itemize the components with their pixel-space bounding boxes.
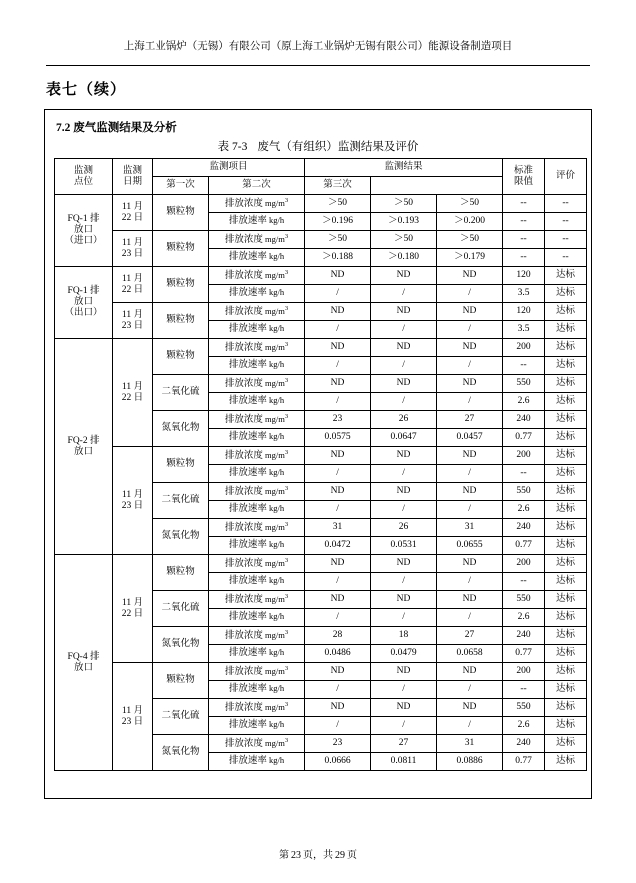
evaluation-value: 达标	[545, 645, 587, 663]
col-project: 监测项目	[153, 159, 305, 177]
monitoring-item: 颗粒物	[153, 447, 209, 483]
unit-label: $mg/m^3$	[262, 737, 289, 748]
evaluation-value: 达标	[545, 393, 587, 411]
unit-label: $mg/m^3$	[262, 341, 289, 352]
result-value-1: ND	[305, 339, 371, 357]
result-value-2: /	[371, 609, 437, 627]
result-value-3: ND	[437, 483, 503, 501]
param-rate: 排放速率 kg/h	[209, 429, 305, 447]
monitoring-item: 二氧化硫	[153, 375, 209, 411]
table-row	[55, 303, 587, 321]
evaluation-value: --	[545, 249, 587, 267]
result-value-3: /	[437, 717, 503, 735]
evaluation-value: 达标	[545, 717, 587, 735]
monitoring-date: 11 月 22 日	[113, 195, 153, 231]
monitoring-point: FQ-1 排 放口 （进口）	[55, 195, 113, 267]
monitoring-item: 二氧化硫	[153, 591, 209, 627]
col-second: 第二次	[209, 177, 305, 195]
col-limit: 标准 限值	[503, 159, 545, 195]
standard-limit: 200	[503, 339, 545, 357]
param-rate: 排放速率 kg/h	[209, 213, 305, 231]
result-value-2: ND	[371, 663, 437, 681]
col-point: 监测 点位	[55, 159, 113, 195]
unit-label: kg/h	[266, 431, 285, 442]
param-rate: 排放速率 kg/h	[209, 717, 305, 735]
evaluation-value: 达标	[545, 681, 587, 699]
standard-limit: 3.5	[503, 321, 545, 339]
standard-limit: 200	[503, 663, 545, 681]
result-value-1: /	[305, 285, 371, 303]
evaluation-value: 达标	[545, 429, 587, 447]
result-value-1: ＞0.188	[305, 249, 371, 267]
standard-limit: 120	[503, 267, 545, 285]
standard-limit: --	[503, 573, 545, 591]
standard-limit: 240	[503, 735, 545, 753]
result-value-2: ND	[371, 375, 437, 393]
result-value-2: ND	[371, 483, 437, 501]
standard-limit: 240	[503, 519, 545, 537]
param-concentration: 排放浓度 $mg/m^3$	[209, 735, 305, 753]
result-value-3: ND	[437, 339, 503, 357]
evaluation-value: 达标	[545, 411, 587, 429]
page-footer	[0, 846, 636, 861]
standard-limit: 550	[503, 375, 545, 393]
unit-label: $mg/m^3$	[262, 449, 289, 460]
col-evaluation: 评价	[545, 159, 587, 195]
standard-limit: 2.6	[503, 393, 545, 411]
result-value-3: /	[437, 609, 503, 627]
param-concentration: 排放浓度 $mg/m^3$	[209, 591, 305, 609]
section-heading-text: 废气监测结果及分析	[73, 122, 177, 134]
evaluation-value: 达标	[545, 465, 587, 483]
standard-limit: 0.77	[503, 753, 545, 771]
unit-label: $mg/m^3$	[262, 269, 289, 280]
param-concentration: 排放浓度 $mg/m^3$	[209, 411, 305, 429]
result-value-2: ＞0.193	[371, 213, 437, 231]
evaluation-value: --	[545, 213, 587, 231]
table-header-row	[55, 159, 587, 177]
param-rate: 排放速率 kg/h	[209, 681, 305, 699]
param-rate: 排放速率 kg/h	[209, 249, 305, 267]
result-value-3: ＞50	[437, 195, 503, 213]
result-value-1: ND	[305, 555, 371, 573]
monitoring-item: 氮氧化物	[153, 627, 209, 663]
monitoring-item: 氮氧化物	[153, 411, 209, 447]
table-row	[55, 663, 587, 681]
col-first: 第一次	[153, 177, 209, 195]
param-concentration: 排放浓度 $mg/m^3$	[209, 339, 305, 357]
param-rate: 排放速率 kg/h	[209, 537, 305, 555]
param-rate: 排放速率 kg/h	[209, 609, 305, 627]
unit-label: kg/h	[266, 215, 285, 226]
evaluation-value: 达标	[545, 321, 587, 339]
monitoring-date: 11 月 23 日	[113, 231, 153, 267]
result-value-3: ND	[437, 375, 503, 393]
param-concentration: 排放浓度 $mg/m^3$	[209, 375, 305, 393]
result-value-3: ＞0.179	[437, 249, 503, 267]
result-value-2: ＞50	[371, 195, 437, 213]
monitoring-item: 二氧化硫	[153, 483, 209, 519]
result-value-2: ND	[371, 555, 437, 573]
standard-limit: 200	[503, 447, 545, 465]
result-value-1: 0.0666	[305, 753, 371, 771]
monitoring-item: 二氧化硫	[153, 699, 209, 735]
table-caption-number: 表 7-3	[217, 141, 248, 153]
document-header: 上海工业锅炉（无锡）有限公司（原上海工业锅炉无锡有限公司）能源设备制造项目	[123, 41, 513, 52]
result-value-1: 0.0486	[305, 645, 371, 663]
table-row	[55, 339, 587, 357]
param-rate: 排放速率 kg/h	[209, 465, 305, 483]
unit-label: kg/h	[266, 359, 285, 370]
unit-label: kg/h	[266, 719, 285, 730]
unit-label: kg/h	[266, 251, 285, 262]
evaluation-value: --	[545, 195, 587, 213]
result-value-3: ND	[437, 699, 503, 717]
result-value-3: ND	[437, 447, 503, 465]
result-value-1: ND	[305, 303, 371, 321]
standard-limit: 240	[503, 411, 545, 429]
result-value-2: ND	[371, 267, 437, 285]
section-number: 7.2	[56, 122, 71, 134]
result-value-3: 0.0886	[437, 753, 503, 771]
result-value-1: /	[305, 501, 371, 519]
footer-total-pages: 29	[335, 850, 345, 861]
result-value-3: /	[437, 321, 503, 339]
table-row	[55, 267, 587, 285]
param-rate: 排放速率 kg/h	[209, 501, 305, 519]
result-value-3: ＞0.200	[437, 213, 503, 231]
standard-limit: 550	[503, 483, 545, 501]
standard-limit: --	[503, 231, 545, 249]
monitoring-item: 颗粒物	[153, 555, 209, 591]
evaluation-value: 达标	[545, 735, 587, 753]
unit-label: kg/h	[266, 395, 285, 406]
monitoring-date: 11 月 23 日	[113, 663, 153, 771]
param-concentration: 排放浓度 $mg/m^3$	[209, 267, 305, 285]
result-value-1: 0.0575	[305, 429, 371, 447]
col-date: 监测 日期	[113, 159, 153, 195]
monitoring-item: 颗粒物	[153, 303, 209, 339]
standard-limit: 0.77	[503, 429, 545, 447]
monitoring-date: 11 月 23 日	[113, 447, 153, 555]
monitoring-item: 氮氧化物	[153, 519, 209, 555]
footer-prefix: 第	[279, 850, 289, 861]
table-body	[55, 195, 587, 771]
result-value-1: ＞50	[305, 231, 371, 249]
param-concentration: 排放浓度 $mg/m^3$	[209, 447, 305, 465]
unit-label: kg/h	[266, 647, 285, 658]
param-concentration: 排放浓度 $mg/m^3$	[209, 195, 305, 213]
unit-label: $mg/m^3$	[262, 557, 289, 568]
result-value-2: /	[371, 393, 437, 411]
table-head	[55, 159, 587, 195]
footer-current-page: 23	[291, 850, 301, 861]
result-value-1: ND	[305, 483, 371, 501]
unit-label: kg/h	[266, 683, 285, 694]
result-value-2: /	[371, 465, 437, 483]
evaluation-value: 达标	[545, 609, 587, 627]
param-concentration: 排放浓度 $mg/m^3$	[209, 483, 305, 501]
table-caption-text: 废气（有组织）监测结果及评价	[257, 141, 419, 153]
result-value-1: /	[305, 573, 371, 591]
result-value-2: /	[371, 321, 437, 339]
table-row	[55, 555, 587, 573]
result-value-2: ND	[371, 447, 437, 465]
result-value-3: 0.0457	[437, 429, 503, 447]
evaluation-value: 达标	[545, 627, 587, 645]
table-row	[55, 195, 587, 213]
evaluation-value: 达标	[545, 483, 587, 501]
emission-results-table	[54, 158, 587, 771]
param-rate: 排放速率 kg/h	[209, 753, 305, 771]
result-value-2: 26	[371, 519, 437, 537]
result-value-1: /	[305, 717, 371, 735]
standard-limit: 2.6	[503, 609, 545, 627]
unit-label: $mg/m^3$	[262, 593, 289, 604]
table-row	[55, 447, 587, 465]
unit-label: $mg/m^3$	[262, 233, 289, 244]
result-value-2: /	[371, 573, 437, 591]
table-row	[55, 231, 587, 249]
evaluation-value: 达标	[545, 573, 587, 591]
result-value-1: /	[305, 321, 371, 339]
result-value-1: ND	[305, 375, 371, 393]
unit-label: $mg/m^3$	[262, 629, 289, 640]
result-value-3: /	[437, 681, 503, 699]
evaluation-value: 达标	[545, 357, 587, 375]
result-value-3: ND	[437, 303, 503, 321]
param-concentration: 排放浓度 $mg/m^3$	[209, 231, 305, 249]
evaluation-value: 达标	[545, 699, 587, 717]
result-value-2: /	[371, 285, 437, 303]
evaluation-value: 达标	[545, 519, 587, 537]
result-value-2: /	[371, 501, 437, 519]
result-value-1: 31	[305, 519, 371, 537]
result-value-3: /	[437, 357, 503, 375]
result-value-2: 18	[371, 627, 437, 645]
evaluation-value: --	[545, 231, 587, 249]
table-caption	[54, 138, 582, 154]
evaluation-value: 达标	[545, 537, 587, 555]
unit-label: $mg/m^3$	[262, 701, 289, 712]
monitoring-item: 颗粒物	[153, 663, 209, 699]
result-value-2: 26	[371, 411, 437, 429]
result-value-1: ＞50	[305, 195, 371, 213]
param-rate: 排放速率 kg/h	[209, 573, 305, 591]
evaluation-value: 达标	[545, 591, 587, 609]
result-value-3: 31	[437, 735, 503, 753]
result-value-2: 0.0647	[371, 429, 437, 447]
unit-label: $mg/m^3$	[262, 521, 289, 532]
param-concentration: 排放浓度 $mg/m^3$	[209, 663, 305, 681]
evaluation-value: 达标	[545, 375, 587, 393]
standard-limit: 120	[503, 303, 545, 321]
result-value-3: 31	[437, 519, 503, 537]
result-value-1: 28	[305, 627, 371, 645]
standard-limit: 200	[503, 555, 545, 573]
param-rate: 排放速率 kg/h	[209, 393, 305, 411]
param-concentration: 排放浓度 $mg/m^3$	[209, 555, 305, 573]
unit-label: kg/h	[266, 323, 285, 334]
monitoring-item: 颗粒物	[153, 267, 209, 303]
standard-limit: 3.5	[503, 285, 545, 303]
unit-label: $mg/m^3$	[262, 197, 289, 208]
result-value-2: 0.0531	[371, 537, 437, 555]
monitoring-item: 颗粒物	[153, 231, 209, 267]
result-value-1: ND	[305, 267, 371, 285]
result-value-2: 0.0811	[371, 753, 437, 771]
monitoring-date: 11 月 22 日	[113, 339, 153, 447]
param-rate: 排放速率 kg/h	[209, 321, 305, 339]
standard-limit: --	[503, 681, 545, 699]
param-rate: 排放速率 kg/h	[209, 645, 305, 663]
standard-limit: 240	[503, 627, 545, 645]
monitoring-date: 11 月 23 日	[113, 303, 153, 339]
evaluation-value: 达标	[545, 339, 587, 357]
unit-label: kg/h	[266, 611, 285, 622]
footer-suffix: 页	[347, 850, 357, 861]
standard-limit: --	[503, 357, 545, 375]
result-value-1: 23	[305, 735, 371, 753]
result-value-3: /	[437, 501, 503, 519]
standard-limit: --	[503, 213, 545, 231]
result-value-1: ＞0.196	[305, 213, 371, 231]
result-value-3: /	[437, 573, 503, 591]
unit-label: kg/h	[266, 503, 285, 514]
header-divider	[46, 65, 590, 66]
monitoring-date: 11 月 22 日	[113, 555, 153, 663]
unit-label: $mg/m^3$	[262, 485, 289, 496]
standard-limit: 2.6	[503, 501, 545, 519]
result-value-3: 27	[437, 627, 503, 645]
result-value-3: 27	[437, 411, 503, 429]
standard-limit: 550	[503, 591, 545, 609]
unit-label: $mg/m^3$	[262, 665, 289, 676]
result-value-3: ND	[437, 663, 503, 681]
unit-label: kg/h	[266, 287, 285, 298]
result-value-3: ND	[437, 591, 503, 609]
result-value-1: ND	[305, 591, 371, 609]
standard-limit: 2.6	[503, 717, 545, 735]
content-box	[44, 109, 592, 799]
unit-label: $mg/m^3$	[262, 413, 289, 424]
result-value-2: ND	[371, 699, 437, 717]
result-value-3: /	[437, 465, 503, 483]
result-value-3: 0.0655	[437, 537, 503, 555]
col-third: 第三次	[305, 177, 371, 195]
result-value-2: /	[371, 357, 437, 375]
monitoring-date: 11 月 22 日	[113, 267, 153, 303]
result-value-2: 27	[371, 735, 437, 753]
param-concentration: 排放浓度 $mg/m^3$	[209, 519, 305, 537]
evaluation-value: 达标	[545, 663, 587, 681]
result-value-2: ND	[371, 591, 437, 609]
result-value-1: /	[305, 357, 371, 375]
evaluation-value: 达标	[545, 285, 587, 303]
col-results: 监测结果	[305, 159, 503, 177]
footer-middle: 页，共	[303, 850, 333, 861]
result-value-2: ND	[371, 339, 437, 357]
result-value-1: 23	[305, 411, 371, 429]
standard-limit: 550	[503, 699, 545, 717]
result-value-3: ＞50	[437, 231, 503, 249]
result-value-2: /	[371, 681, 437, 699]
result-value-1: /	[305, 609, 371, 627]
monitoring-item: 颗粒物	[153, 339, 209, 375]
param-concentration: 排放浓度 $mg/m^3$	[209, 303, 305, 321]
result-value-1: ND	[305, 699, 371, 717]
section-heading	[56, 119, 582, 135]
param-concentration: 排放浓度 $mg/m^3$	[209, 699, 305, 717]
standard-limit: 0.77	[503, 537, 545, 555]
unit-label: kg/h	[266, 467, 285, 478]
standard-limit: --	[503, 195, 545, 213]
evaluation-value: 达标	[545, 303, 587, 321]
standard-limit: 0.77	[503, 645, 545, 663]
result-value-1: 0.0472	[305, 537, 371, 555]
result-value-1: ND	[305, 447, 371, 465]
unit-label: kg/h	[266, 575, 285, 586]
result-value-3: ND	[437, 555, 503, 573]
monitoring-item: 颗粒物	[153, 195, 209, 231]
evaluation-value: 达标	[545, 753, 587, 771]
result-value-1: /	[305, 393, 371, 411]
result-value-2: /	[371, 717, 437, 735]
result-value-3: /	[437, 393, 503, 411]
monitoring-point: FQ-1 排 放口 （出口）	[55, 267, 113, 339]
result-value-3: 0.0658	[437, 645, 503, 663]
result-value-1: /	[305, 465, 371, 483]
result-value-1: ND	[305, 663, 371, 681]
page-title: 表七（续）	[46, 82, 127, 98]
result-value-2: 0.0479	[371, 645, 437, 663]
evaluation-value: 达标	[545, 555, 587, 573]
result-value-1: /	[305, 681, 371, 699]
result-value-3: ND	[437, 267, 503, 285]
unit-label: kg/h	[266, 755, 285, 766]
param-concentration: 排放浓度 $mg/m^3$	[209, 627, 305, 645]
monitoring-item: 氮氧化物	[153, 735, 209, 771]
param-rate: 排放速率 kg/h	[209, 285, 305, 303]
standard-limit: --	[503, 465, 545, 483]
evaluation-value: 达标	[545, 447, 587, 465]
evaluation-value: 达标	[545, 267, 587, 285]
unit-label: $mg/m^3$	[262, 377, 289, 388]
unit-label: kg/h	[266, 539, 285, 550]
monitoring-point: FQ-2 排 放口	[55, 339, 113, 555]
standard-limit: --	[503, 249, 545, 267]
unit-label: $mg/m^3$	[262, 305, 289, 316]
evaluation-value: 达标	[545, 501, 587, 519]
result-value-2: ND	[371, 303, 437, 321]
monitoring-point: FQ-4 排 放口	[55, 555, 113, 771]
result-value-2: ＞50	[371, 231, 437, 249]
result-value-2: ＞0.180	[371, 249, 437, 267]
result-value-3: /	[437, 285, 503, 303]
param-rate: 排放速率 kg/h	[209, 357, 305, 375]
